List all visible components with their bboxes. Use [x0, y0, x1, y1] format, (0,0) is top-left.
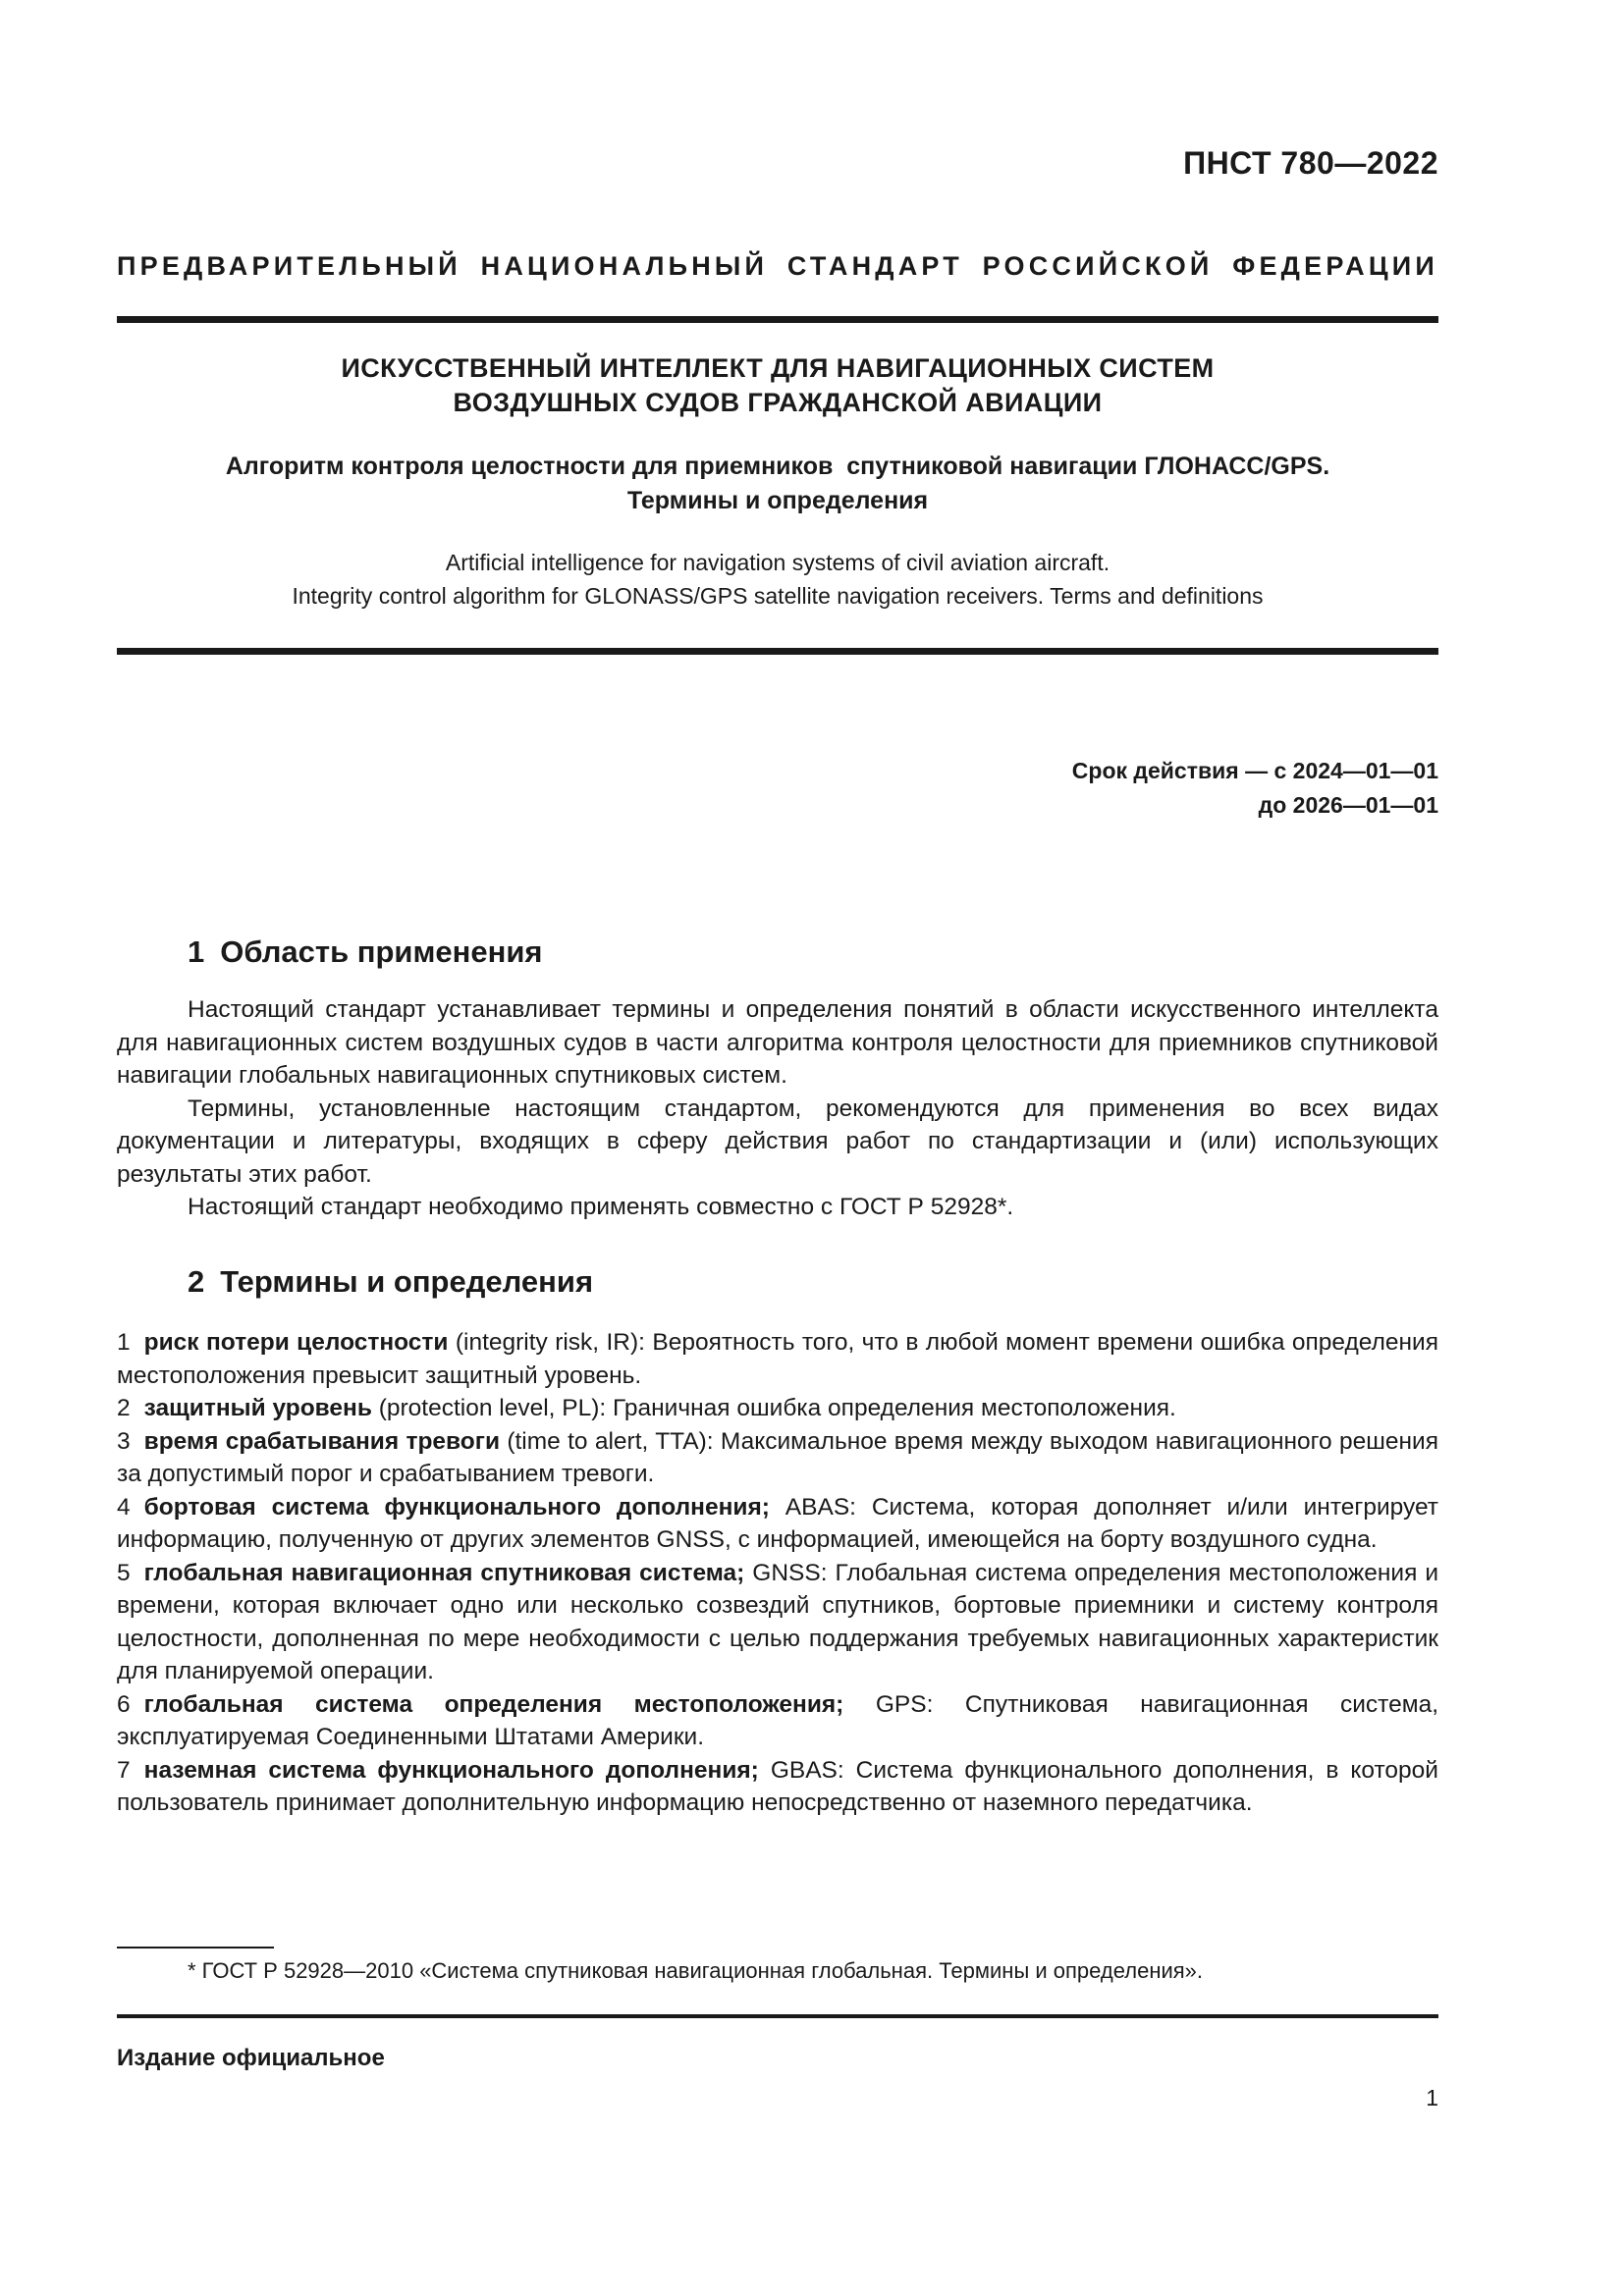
scope-paragraph-1: Настоящий стандарт устанавливает термины и определения понятий в области искусственного интеллекта для навигационных систем воздушных судов в части алгоритма контроля целостности для приемников спутниковой навигации глобальных навигационных спутниковых систем.	[117, 996, 1438, 1089]
term-entry	[117, 1491, 1438, 1557]
term-entry	[117, 1557, 1438, 1688]
subtitle-line-2: Термины и определения	[626, 487, 929, 514]
english-title-line-2: Integrity control algorithm for GLONASS/GPS satellite navigation receivers. Terms and definitions	[292, 583, 1264, 609]
english-title	[117, 546, 1438, 613]
title-divider	[117, 648, 1438, 655]
term-name: время срабатывания тревоги	[143, 1427, 501, 1455]
page-number: 1	[1426, 2085, 1438, 2110]
term-name: глобальная система определения местоположения;	[143, 1690, 844, 1718]
section-1-heading	[188, 934, 543, 970]
title-line-2: ВОЗДУШНЫХ СУДОВ ГРАЖДАНСКОЙ АВИАЦИИ	[453, 388, 1103, 417]
term-name: защитный уровень	[143, 1395, 372, 1421]
term-definition: GPS: Спутниковая навигационная система, эксплуатируемая Соединенными Штатами Америки.	[117, 1690, 1439, 1750]
term-definition: (time to alert, TTA): Максимальное время между выходом навигационного решения за допустимый порог и срабатыванием тревоги.	[117, 1427, 1438, 1487]
scope-paragraph-2: Термины, установленные настоящим стандартом, рекомендуются для применения во всех видах документации и литературы, входящих в сферу действия работ по стандартизации и (или) использующих результаты этих работ.	[117, 1095, 1438, 1188]
term-definition: (integrity risk, IR): Вероятность того, что в любой момент времени ошибка определения местоположения превысит защитный уровень.	[117, 1329, 1438, 1389]
validity-from: Срок действия — с 2024—01—01	[1071, 758, 1438, 783]
validity-period	[1072, 754, 1438, 823]
term-entry	[117, 1392, 1438, 1425]
section-2-heading	[188, 1264, 593, 1300]
term-number: 6	[117, 1690, 131, 1718]
term-number: 5	[117, 1559, 131, 1586]
term-definition: (protection level, PL): Граничная ошибка определения местоположения.	[371, 1395, 1176, 1421]
term-number: 3	[117, 1427, 131, 1455]
section-1-number: 1	[188, 934, 205, 969]
term-name: глобальная навигационная спутниковая система;	[143, 1559, 745, 1586]
title-line-1: ИСКУССТВЕННЫЙ ИНТЕЛЛЕКТ ДЛЯ НАВИГАЦИОННЫХ СИСТЕМ	[341, 353, 1215, 383]
section-1-title: Область применения	[220, 934, 543, 969]
validity-to: до 2026—01—01	[1258, 792, 1438, 818]
term-entry	[117, 1688, 1438, 1754]
subtitle-line-1: Алгоритм контроля целостности для приемников спутниковой навигации ГЛОНАСС/GPS.	[225, 453, 1330, 480]
footnote: * ГОСТ Р 52928—2010 «Система спутниковая навигационная глобальная. Термины и определения».	[188, 1958, 1204, 1983]
term-name: наземная система функционального дополнения;	[143, 1756, 759, 1784]
term-number: 7	[117, 1756, 131, 1784]
term-number: 1	[117, 1329, 131, 1356]
edition-label: Издание официальное	[117, 2045, 385, 2071]
header-divider	[117, 316, 1438, 323]
term-entry	[117, 1754, 1438, 1820]
section-2-number: 2	[188, 1264, 205, 1299]
term-name: риск потери целостности	[143, 1329, 449, 1356]
footer-divider	[117, 2014, 1438, 2018]
standard-category: ПРЕДВАРИТЕЛЬНЫЙ НАЦИОНАЛЬНЫЙ СТАНДАРТ РОССИЙСКОЙ ФЕДЕРАЦИИ	[117, 251, 1438, 281]
term-entry	[117, 1425, 1438, 1491]
term-entry	[117, 1326, 1438, 1392]
term-number: 4	[117, 1493, 131, 1521]
document-subtitle	[117, 450, 1438, 518]
terms-list	[117, 1326, 1438, 1820]
term-definition: ABAS: Система, которая дополняет и/или интегрирует информацию, полученную от других элементов GNSS, с информацией, имеющейся на борту воздушного судна.	[117, 1493, 1438, 1553]
term-definition: GNSS: Глобальная система определения местоположения и времени, которая включает одно или несколько созвездий спутников, бортовые приемники и систему контроля целостности, дополненная по мере необходимости с целью поддержания требуемых навигационных характеристик для планируемой операции.	[117, 1559, 1439, 1684]
scope-paragraph-3: Настоящий стандарт необходимо применять совместно с ГОСТ Р 52928*.	[188, 1194, 1014, 1220]
term-number: 2	[117, 1395, 131, 1421]
term-name: бортовая система функционального дополнения;	[143, 1493, 770, 1521]
section-2-title: Термины и определения	[220, 1264, 594, 1299]
standard-number: ПНСТ 780—2022	[1183, 145, 1438, 181]
document-page	[117, 0, 1438, 2296]
section-1-body	[117, 993, 1438, 1224]
footnote-divider	[117, 1947, 274, 1949]
document-title	[117, 351, 1438, 420]
term-definition: GBAS: Система функционального дополнения, в которой пользователь принимает дополнительную информацию непосредственно от наземного передатчика.	[117, 1756, 1438, 1816]
english-title-line-1: Artificial intelligence for navigation systems of civil aviation aircraft.	[445, 550, 1110, 575]
